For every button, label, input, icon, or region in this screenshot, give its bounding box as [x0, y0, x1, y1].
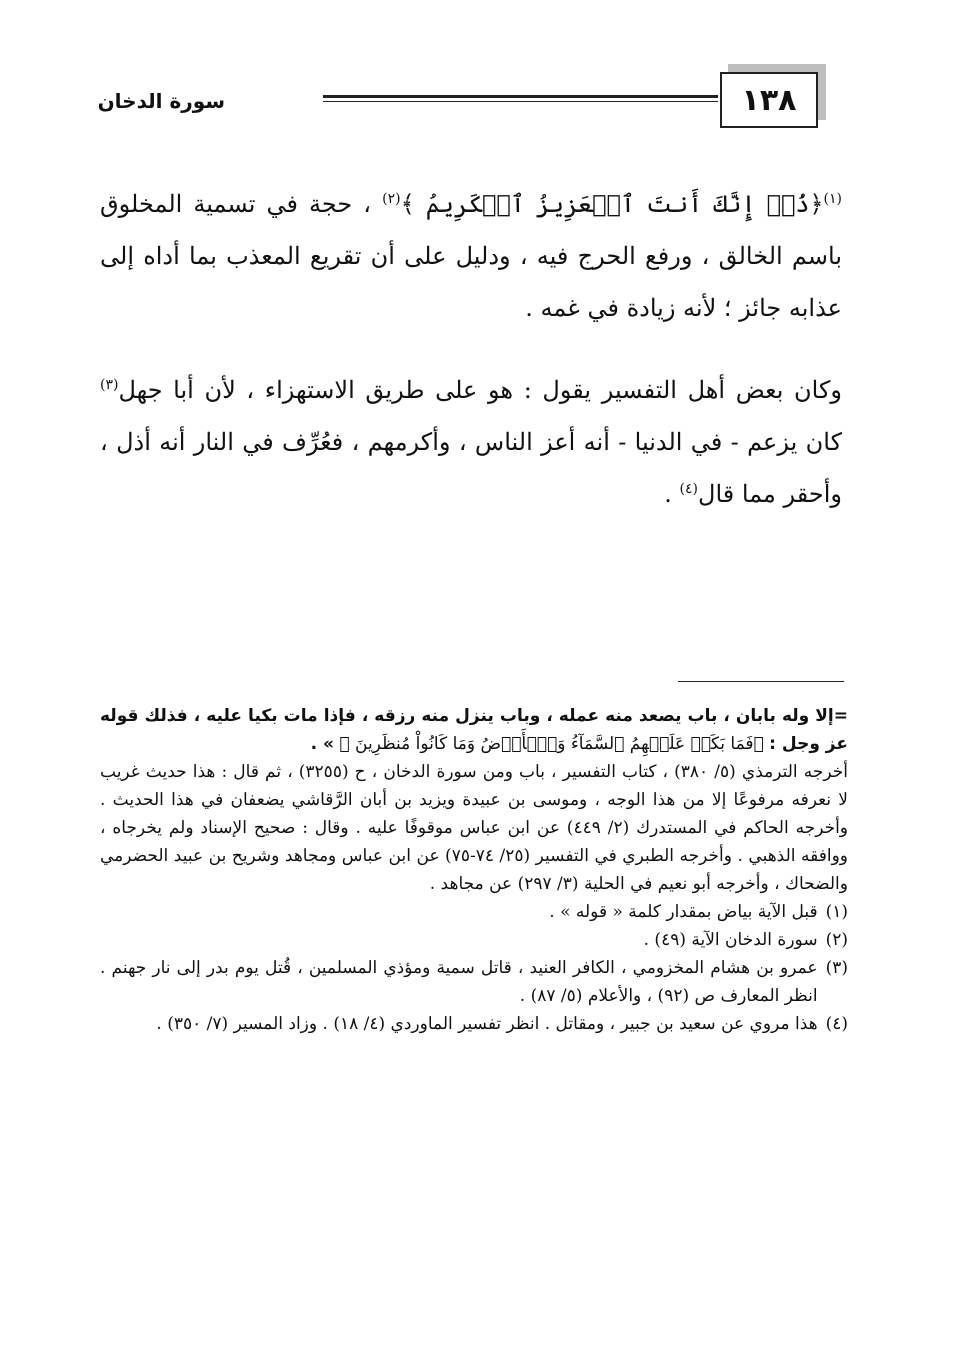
footnote-separator	[678, 681, 844, 682]
footnote-quran-verse: ﴿فَمَا بَكَتۡ عَلَيۡهِمُ ٱلسَّمَآءُ وَٱلۡأَرۡضُ وَمَا كَانُواْ مُنظَرِينَ ﴾	[339, 734, 764, 754]
main-text	[100, 178, 842, 520]
paragraph-2-text-b: كان يزعم - في الدنيا - أنه أعز الناس ، وأكرمهم ، فعُرِّف في النار أنه أذل ، وأحقر مما قال	[100, 428, 842, 508]
running-title: سورة الدخان	[97, 89, 225, 113]
footnote-text: سورة الدخان الآية (٤٩) .	[643, 930, 818, 950]
footnote-continued-bold-b: » .	[310, 734, 334, 754]
paragraph-2-end: .	[664, 480, 672, 508]
header-rule	[323, 95, 718, 98]
footnote-number: (١)	[825, 902, 848, 922]
footnote-item	[100, 954, 848, 1010]
footnote-item	[100, 1010, 848, 1038]
paragraph-1-text: ، حجة في تسمية المخلوق باسم الخالق ، ورفع الحرج فيه ، ودليل على أن تقريع المعذب بما أداه إلى عذابه جائز ؛ لأنه زيادة في غمه .	[100, 190, 843, 322]
footnote-continued-para	[100, 702, 848, 758]
footnote-text: عمرو بن هشام المخزومي ، الكافر العنيد ، قاتل سمية ومؤذي المسلمين ، قُتل يوم بدر إلى نار جهنم . انظر المعارف ص (٩٢) ، والأعلام (٥/ ٨٧) .	[100, 958, 818, 1006]
footnote-ref-3: (٣)	[100, 377, 119, 393]
footnote-continued-text: أخرجه الترمذي (٥/ ٣٨٠) ، كتاب التفسير ، باب ومن سورة الدخان ، ح (٣٢٥٥) ، ثم قال : هذا حديث غريب لا نعرفه مرفوعًا إلا من هذا الوجه ، وموسى بن عبيدة ويزيد بن أبان الرَّقاشي يضعفان في هذا الحديث . وأخرجه الحاكم في المستدرك (٢/ ٤٤٩) عن ابن عباس موقوفًا عليه . وقال : صحيح الإسناد ولم يخرجاه ، ووافقه الذهبي . وأخرجه الطبري في التفسير (٢٥/ ٧٤-٧٥) عن ابن عباس ومجاهد وشريح بن عبيد الحضرمي والضحاك ، وأخرجه أبو نعيم في الحلية (٣/ ٢٩٧) عن مجاهد .	[100, 762, 849, 894]
paragraph-1	[100, 178, 842, 334]
paragraph-2	[100, 364, 842, 520]
footnote-number: (٣)	[825, 958, 848, 978]
footnote-item	[100, 898, 848, 926]
footnote-item	[100, 926, 848, 954]
footnote-list	[100, 898, 848, 1038]
page-number: ١٣٨	[741, 82, 797, 118]
footnote-text: هذا مروي عن سعيد بن جبير ، ومقاتل . انظر تفسير الماوردي (٤/ ١٨) . وزاد المسير (٧/ ٣٥٠) .	[156, 1014, 818, 1034]
footnote-ref-4: (٤)	[679, 481, 698, 497]
page-number-box	[720, 72, 818, 128]
footnote-number: (٢)	[825, 930, 848, 950]
footnote-ref-1: (١)	[823, 191, 842, 207]
footnote-ref-2: (٢)	[382, 191, 401, 207]
footnote-text: قبل الآية بياض بمقدار كلمة « قوله » .	[549, 902, 818, 922]
footnote-number: (٤)	[825, 1014, 848, 1034]
footnote-continued-bold-a: =إلا وله بابان ، باب يصعد منه عمله ، وباب ينزل منه رزقه ، فإذا مات بكيا عليه ، فذلك قوله عز وجل :	[100, 706, 848, 754]
footnotes	[100, 702, 848, 1038]
header-rule-thin	[323, 101, 718, 102]
footnote-continued	[100, 702, 848, 898]
paragraph-2-text-a: وكان بعض أهل التفسير يقول : هو على طريق الاستهزاء ، لأن أبا جهل	[118, 376, 842, 404]
quran-verse: ﴿ذُقۡ إِنَّكَ أَنتَ ٱلۡعَزِيزُ ٱلۡكَرِيمُ ﴾	[400, 190, 824, 218]
